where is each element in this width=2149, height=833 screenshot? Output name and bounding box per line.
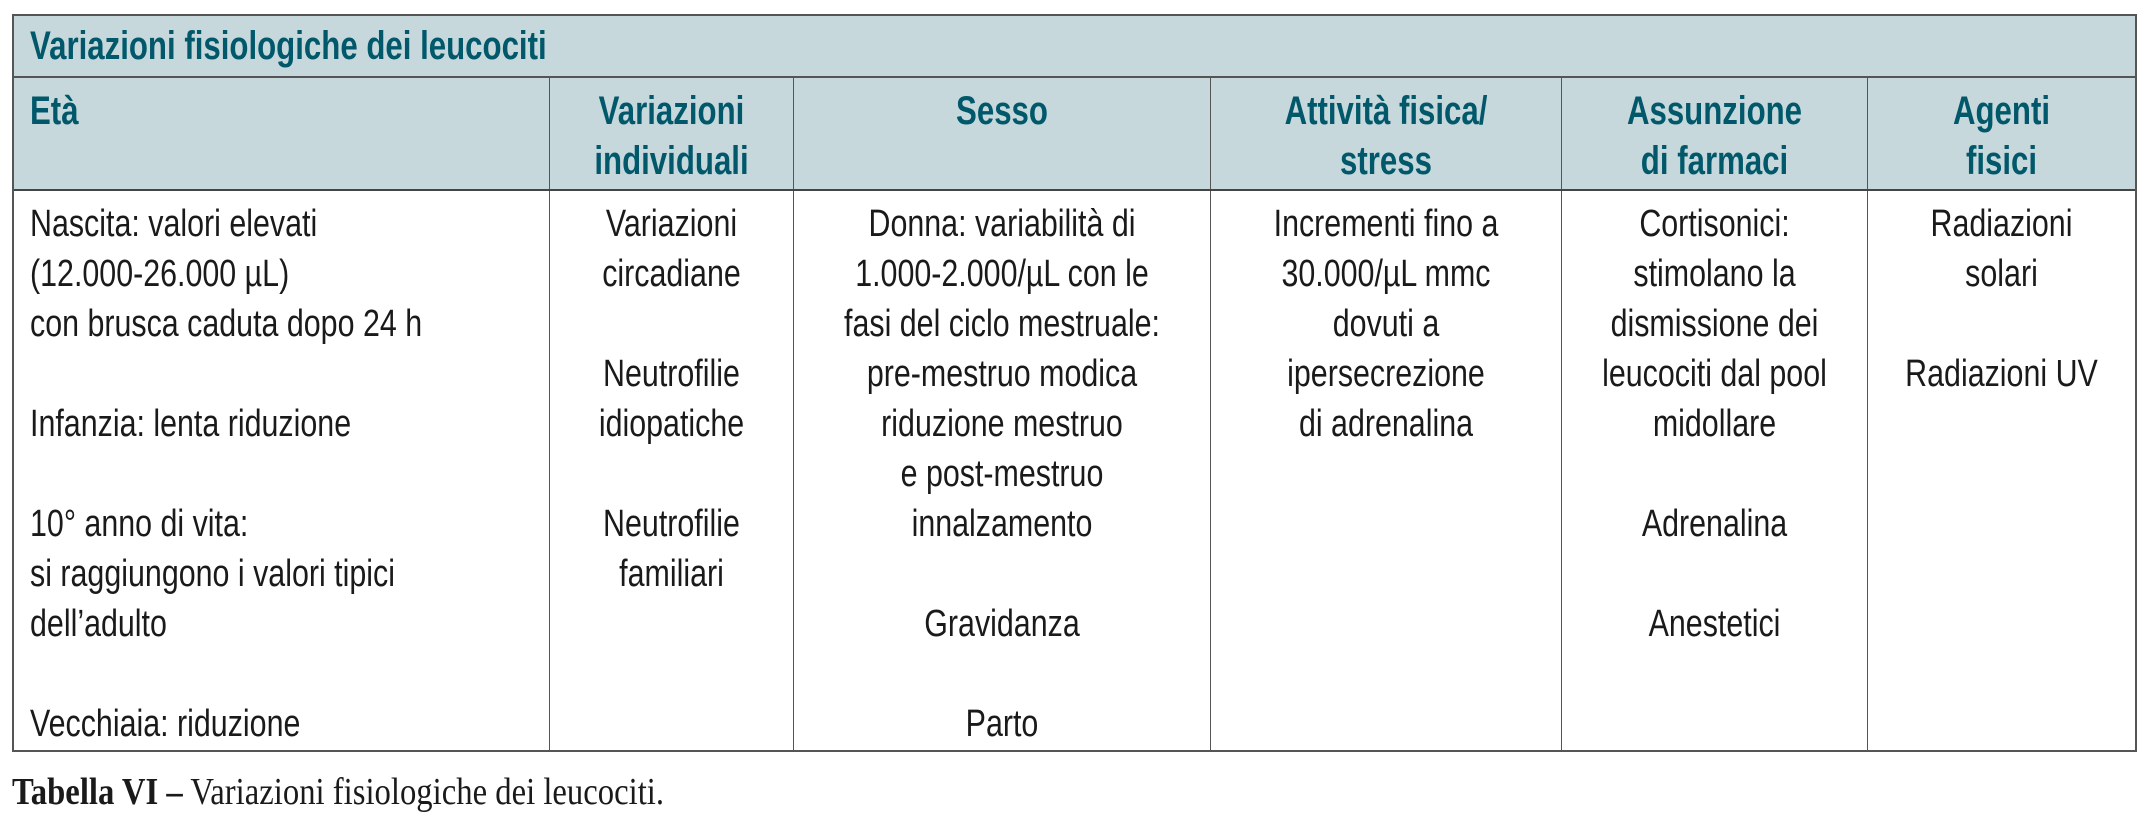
cell-line bbox=[836, 649, 1169, 699]
body-cell-sesso bbox=[794, 191, 1211, 750]
cell-line: 10° anno di vita: bbox=[30, 503, 249, 545]
cell-line: Neutrofilie bbox=[603, 503, 740, 545]
cell-line: 1.000-2.000/µL con le bbox=[855, 253, 1149, 295]
body-cell-variazioni-individuali bbox=[550, 191, 794, 750]
header-cell-attivita-fisica bbox=[1211, 78, 1562, 189]
cell-line: (12.000-26.000 µL) bbox=[30, 253, 290, 295]
cell-line: Incrementi fino a bbox=[1273, 203, 1499, 245]
header-label: Età bbox=[30, 89, 79, 133]
cell-line: midollare bbox=[1652, 403, 1777, 445]
cell-line: Radiazioni bbox=[1930, 203, 2073, 245]
header-label: Sesso bbox=[956, 89, 1048, 133]
cell-line: ipersecrezione bbox=[1287, 353, 1485, 395]
cell-line bbox=[1895, 299, 2109, 349]
table-caption bbox=[12, 768, 664, 816]
cell-line: solari bbox=[1965, 253, 2038, 295]
cell-line: Cortisonici: bbox=[1639, 203, 1790, 245]
cell-line: Vecchiaia: riduzione bbox=[30, 703, 301, 745]
header-label: Variazioni bbox=[598, 89, 745, 133]
cell-line bbox=[1593, 549, 1837, 599]
body-cell-attivita-fisica bbox=[1211, 191, 1562, 750]
header-cell-sesso bbox=[794, 78, 1211, 189]
cell-line: Adrenalina bbox=[1641, 503, 1788, 545]
cell-line: idiopatiche bbox=[598, 403, 745, 445]
cell-line: stimolano la bbox=[1633, 253, 1796, 295]
cell-line: Anestetici bbox=[1648, 603, 1781, 645]
cell-line bbox=[574, 299, 768, 349]
caption-label: Tabella VI – bbox=[12, 771, 183, 813]
header-label: di farmaci bbox=[1640, 139, 1789, 183]
cell-line: dovuti a bbox=[1332, 303, 1440, 345]
table-body-row bbox=[14, 191, 2135, 750]
cell-line: 30.000/µL mmc bbox=[1281, 253, 1491, 295]
header-cell-eta bbox=[14, 78, 550, 189]
cell-line: Variazioni bbox=[605, 203, 738, 245]
cell-line bbox=[30, 649, 445, 699]
cell-line: di adrenalina bbox=[1298, 403, 1474, 445]
caption-text: Variazioni fisiologiche dei leucociti. bbox=[182, 771, 665, 813]
header-label: Agenti bbox=[1952, 89, 2051, 133]
cell-line: Nascita: valori elevati bbox=[30, 203, 318, 245]
header-label: fisici bbox=[1965, 139, 2038, 183]
body-cell-eta bbox=[14, 191, 550, 750]
cell-line: Neutrofilie bbox=[603, 353, 740, 395]
header-label: Assunzione bbox=[1626, 89, 1803, 133]
table-title: Variazioni fisiologiche dei leucociti bbox=[30, 24, 547, 68]
header-cell-assunzione-farmaci bbox=[1562, 78, 1868, 189]
cell-line: innalzamento bbox=[911, 503, 1093, 545]
cell-line: riduzione mestruo bbox=[881, 403, 1123, 445]
table-header-row bbox=[14, 78, 2135, 191]
cell-line: Infanzia: lenta riduzione bbox=[30, 403, 352, 445]
cell-line: familiari bbox=[619, 553, 724, 595]
cell-line: leucociti dal pool bbox=[1602, 353, 1827, 395]
header-label: stress bbox=[1340, 139, 1432, 183]
body-cell-agenti-fisici bbox=[1868, 191, 2135, 750]
body-cell-assunzione-farmaci bbox=[1562, 191, 1868, 750]
cell-line: fasi del ciclo mestruale: bbox=[844, 303, 1160, 345]
leukocyte-variations-table bbox=[12, 14, 2137, 752]
table-title-row bbox=[14, 16, 2135, 78]
header-cell-variazioni-individuali bbox=[550, 78, 794, 189]
cell-line: circadiane bbox=[602, 253, 741, 295]
cell-line: e post-mestruo bbox=[900, 453, 1104, 495]
cell-line: si raggiungono i valori tipici bbox=[30, 553, 395, 595]
cell-line: dell’adulto bbox=[30, 603, 167, 645]
cell-line: Parto bbox=[965, 703, 1039, 745]
cell-line bbox=[574, 449, 768, 499]
cell-line bbox=[30, 349, 445, 399]
cell-line: Gravidanza bbox=[924, 603, 1080, 645]
cell-line bbox=[836, 549, 1169, 599]
cell-line: con brusca caduta dopo 24 h bbox=[30, 303, 423, 345]
cell-line: dismissione dei bbox=[1610, 303, 1819, 345]
cell-line: Donna: variabilità di bbox=[868, 203, 1136, 245]
header-cell-agenti-fisici bbox=[1868, 78, 2135, 189]
cell-line bbox=[1593, 449, 1837, 499]
cell-line bbox=[30, 449, 445, 499]
header-label: Attività fisica/ bbox=[1284, 89, 1488, 133]
header-label: individuali bbox=[594, 139, 749, 183]
cell-line: Radiazioni UV bbox=[1905, 353, 2098, 395]
cell-line: pre-mestruo modica bbox=[866, 353, 1138, 395]
